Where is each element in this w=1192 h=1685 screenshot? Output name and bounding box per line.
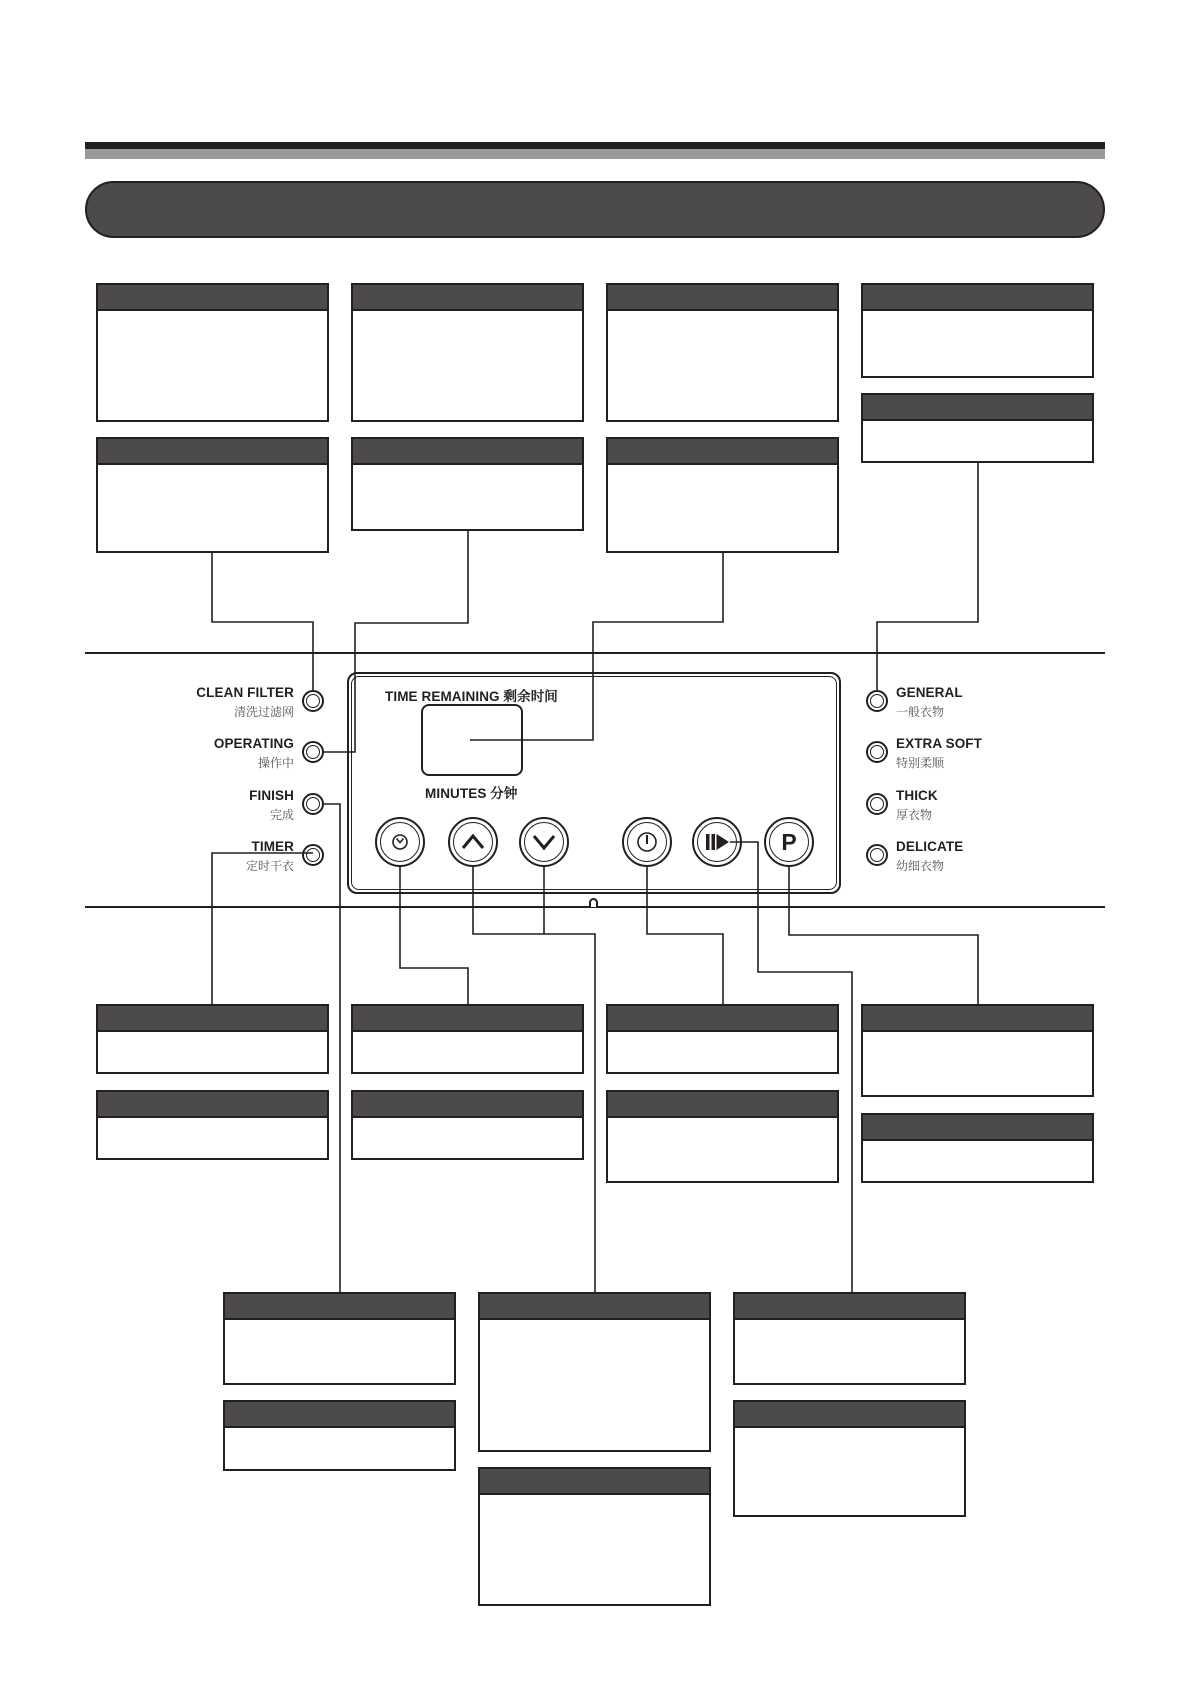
indicator-operating-sublabel: 操作中 <box>257 756 294 770</box>
indicator-extra-soft-label: EXTRA SOFT <box>896 736 983 751</box>
program-p-icon: P <box>781 829 797 855</box>
indicator-timer-sublabel: 定时干衣 <box>245 859 294 873</box>
indicator-thick-sublabel: 厚衣物 <box>896 808 933 822</box>
indicator-delicate-sublabel: 幼细衣物 <box>896 859 945 873</box>
time-remaining-label: TIME REMAINING 剩余时间 <box>385 689 558 704</box>
indicator-thick-label: THICK <box>896 788 938 803</box>
indicator-clean-filter-label: CLEAN FILTER <box>196 685 294 700</box>
indicator-extra-soft-sublabel: 特别柔顺 <box>896 756 945 770</box>
indicator-delicate-label: DELICATE <box>896 839 964 854</box>
indicator-general-label: GENERAL <box>896 685 963 700</box>
indicator-finish-sublabel: 完成 <box>269 808 294 822</box>
indicator-finish-label: FINISH <box>249 788 294 803</box>
indicator-clean-filter-sublabel: 清洗过滤网 <box>233 705 294 719</box>
indicator-operating-label: OPERATING <box>213 736 294 751</box>
indicator-general-sublabel: 一般衣物 <box>896 705 945 719</box>
indicator-timer-label: TIMER <box>251 839 294 854</box>
minutes-label: MINUTES 分钟 <box>425 786 518 801</box>
